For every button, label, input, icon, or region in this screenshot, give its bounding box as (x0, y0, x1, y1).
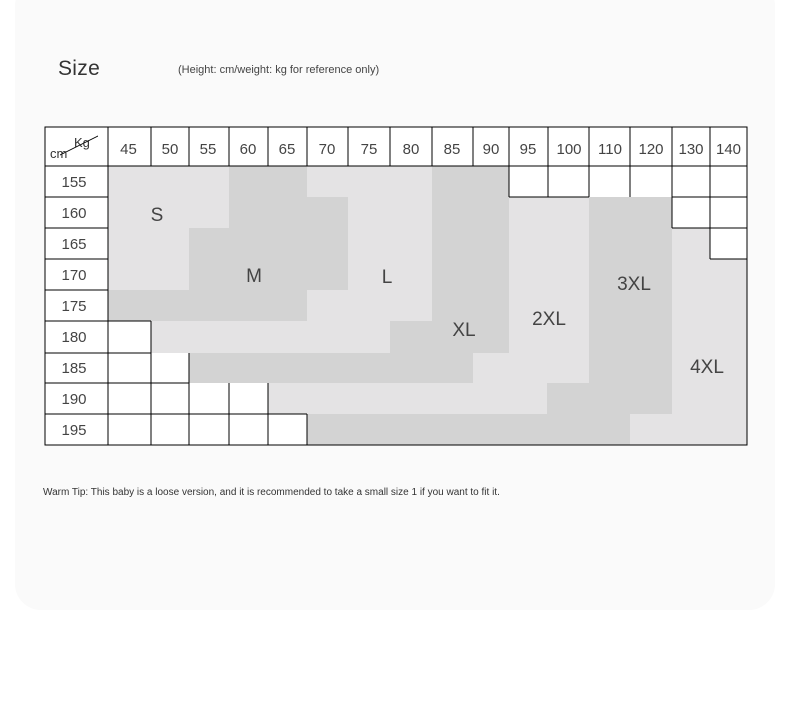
size-label-3xl: 3XL (617, 274, 651, 295)
corner-cm-label: cm (50, 146, 68, 161)
reference-note: (Height: cm/weight: kg for reference only) (178, 64, 380, 76)
weight-header-cell: 90 (482, 141, 500, 158)
height-cell: 195 (61, 422, 87, 439)
height-cell: 185 (61, 360, 87, 377)
weight-header-cell: 70 (318, 141, 336, 158)
page-title: Size (58, 57, 101, 80)
height-cell: 190 (61, 391, 87, 408)
size-label-xl: XL (452, 320, 476, 341)
weight-header-cell: 80 (402, 141, 420, 158)
weight-header-cell: 65 (278, 141, 296, 158)
height-cell: 180 (61, 329, 87, 346)
warm-tip: Warm Tip: This baby is a loose version, and it is recommended to take a small size 1 if you want to fit it. (43, 487, 500, 498)
height-cell: 160 (61, 205, 87, 222)
height-column (61, 174, 86, 439)
size-label-s: S (150, 205, 164, 226)
weight-header-cell: 110 (598, 141, 622, 158)
weight-header-cell: 55 (199, 141, 217, 158)
size-label-m: M (246, 266, 262, 287)
weight-header-cell: 60 (239, 141, 257, 158)
weight-header-cell: 85 (443, 141, 461, 158)
weight-header-cell: 95 (519, 141, 537, 158)
height-cell: 155 (61, 174, 87, 191)
weight-header-cell: 45 (120, 141, 137, 158)
weight-header-cell: 120 (638, 141, 664, 158)
height-cell: 170 (61, 267, 87, 284)
size-label-2xl: 2XL (532, 309, 566, 330)
size-label-4xl: 4XL (690, 357, 724, 378)
size-label-l: L (381, 267, 393, 288)
weight-header-cell: 75 (360, 141, 378, 158)
weight-header-cell: 140 (715, 141, 742, 158)
weight-header-cell: 100 (556, 141, 582, 158)
corner-kg-label: Kg (74, 135, 90, 150)
height-cell: 175 (61, 298, 87, 315)
weight-header-cell: 130 (678, 141, 704, 158)
height-cell: 165 (61, 236, 87, 253)
weight-header-cell: 50 (161, 141, 179, 158)
